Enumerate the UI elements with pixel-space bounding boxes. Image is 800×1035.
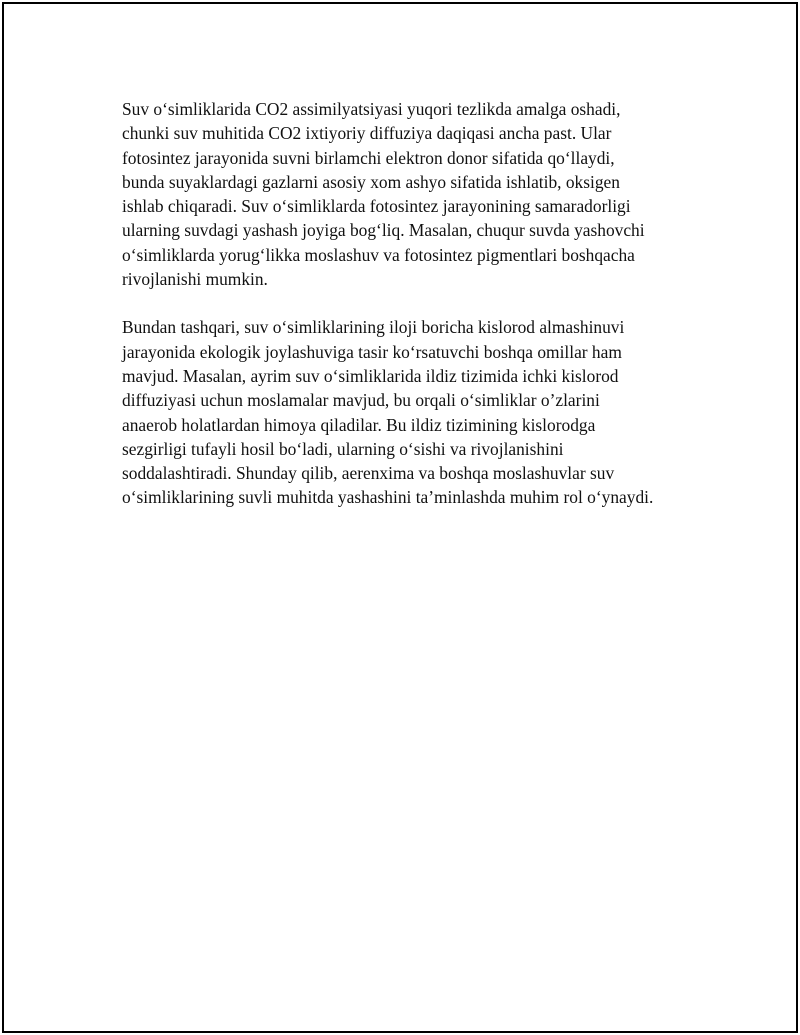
text-line: chunki suv muhitida CO2 ixtiyoriy diffuziya daqiqasi ancha past. Ular bbox=[122, 123, 612, 144]
text-line: o‘simliklarining suvli muhitda yashashini ta’minlashda muhim rol o‘ynaydi. bbox=[122, 487, 654, 508]
text-line: Bundan tashqari, suv o‘simliklarining iloji boricha kislorod almashinuvi bbox=[122, 317, 625, 338]
text-line: mavjud. Masalan, ayrim suv o‘simliklarida ildiz tizimida ichki kislorod bbox=[122, 365, 619, 386]
text-line: jarayonida ekologik joylashuviga tasir ko‘rsatuvchi boshqa omillar ham bbox=[122, 341, 622, 362]
text-line: diffuziyasi uchun moslamalar mavjud, bu orqali o‘simliklar o’zlarini bbox=[122, 390, 600, 411]
text-line: fotosintez jarayonida suvni birlamchi elektron donor sifatida qo‘llaydi, bbox=[122, 147, 615, 168]
text-line: ularning suvdagi yashash joyiga bog‘liq. Masalan, chuqur suvda yashovchi bbox=[122, 220, 645, 241]
paragraph-spacer bbox=[122, 291, 702, 315]
text-line: bunda suyaklardagi gazlarni asosiy xom ashyo sifatida ishlatib, oksigen bbox=[122, 171, 620, 192]
paragraph-1 bbox=[122, 97, 702, 291]
text-line: anaerob holatlardan himoya qiladilar. Bu ildiz tizimining kislorodga bbox=[122, 414, 596, 435]
text-line: o‘simliklarda yorug‘likka moslashuv va fotosintez pigmentlari boshqacha bbox=[122, 244, 635, 265]
text-line: ishlab chiqaradi. Suv o‘simliklarda fotosintez jarayonining samaradorligi bbox=[122, 196, 631, 217]
text-line: sezgirligi tufayli hosil bo‘ladi, ularning o‘sishi va rivojlanishini bbox=[122, 438, 564, 459]
text-line: soddalashtiradi. Shunday qilib, aerenxima va boshqa moslashuvlar suv bbox=[122, 463, 615, 484]
paragraph-2 bbox=[122, 315, 702, 509]
page-frame bbox=[2, 2, 798, 1033]
text-line: rivojlanishi mumkin. bbox=[122, 269, 268, 290]
document-body bbox=[122, 97, 702, 510]
text-line: Suv o‘simliklarida CO2 assimilyatsiyasi yuqori tezlikda amalga oshadi, bbox=[122, 99, 621, 119]
